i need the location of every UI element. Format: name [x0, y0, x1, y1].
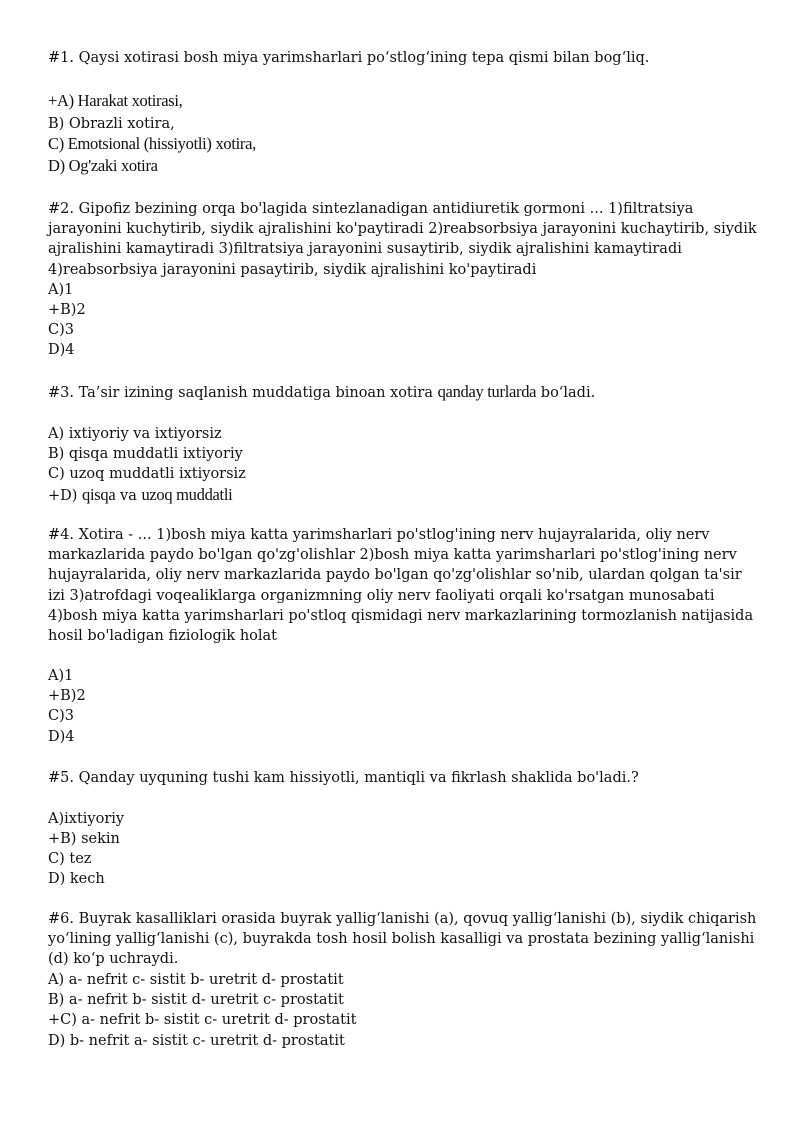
question-1-option-a: +A) Harakat xotirasi,: [48, 91, 183, 110]
question-3-option-d: [48, 485, 758, 506]
question-2-option-a: A)1: [48, 282, 74, 298]
question-2-option-c: C)3: [48, 322, 74, 338]
question-4-text: #4. Xotira - ... 1)bosh miya katta yarimsharlari po'stlog'ining nerv hujayralarida, oliy nerv markazlarida paydo bo'lgan qo'zg'olishlar 2)bosh miya katta yarimsharlari po'stlog'ining nerv hujayralarida, oliy nerv markazlarida paydo bo'lgan qo'zg'olishlar so'nib, ulardan qolgan ta'sir izi 3)atrofdagi voqealiklarga organizmning oliy nerv faoliyati orqali ko'rsatgan munosabati 4)bosh miya katta yarimsharlari po'stloq qismidagi nerv markazlarining tormozlanish natijasida hosil bo'ladigan fiziologik holat: [48, 527, 754, 645]
question-6-option-a: A) a- nefrit c- sistit b- uretrit d- prostatit: [48, 972, 344, 988]
question-1-option-d: D) Og'zaki xotira: [48, 156, 158, 175]
question-1-option-b: B) Obrazli xotira,: [48, 116, 175, 132]
question-2-option-d: D)4: [48, 342, 75, 358]
question-3-option-d-mid: va: [115, 488, 142, 504]
question-5-option-c: C) tez: [48, 851, 92, 867]
question-2-option-b: +B)2: [48, 302, 86, 318]
question-4-option-c: C)3: [48, 708, 74, 724]
question-5-text: #5. Qanday uyquning tushi kam hissiyotli, mantiqli va fikrlash shaklida bo'ladi.?: [48, 770, 639, 786]
question-3-option-d-prefix: +D): [48, 488, 83, 504]
question-3-text-emphasis: qanday turlarda: [437, 382, 537, 401]
question-3-option-a: A) ixtiyoriy va ixtiyorsiz: [48, 426, 222, 442]
question-3-text-end: bo‘ladi.: [536, 385, 596, 401]
question-3-text-start: #3. Ta’sir izining saqlanish muddatiga binoan xotira: [48, 385, 438, 401]
question-3-option-b: B) qisqa muddatli ixtiyoriy: [48, 446, 243, 462]
question-6-option-b: B) a- nefrit b- sistit d- uretrit c- prostatit: [48, 992, 344, 1008]
question-1-text: #1. Qaysi xotirasi bosh miya yarimsharlari po‘stlog‘ining tepa qismi bilan bog‘liq.: [48, 50, 650, 66]
question-4-option-a: A)1: [48, 668, 74, 684]
question-5-option-a: A)ixtiyoriy: [48, 811, 125, 827]
question-2-text: #2. Gipofiz bezining orqa bo'lagida sintezlanadigan antidiuretik gormoni ... 1)filtratsiya jarayonini kuchytirib, siydik ajralishini ko'paytiradi 2)reabsorbsiya jarayonini kuchaytirib, siydik ajralishini kamaytiradi 3)filtratsiya jarayonini susaytirib, siydik ajralishini kamaytiradi 4)reabsorbsiya jarayonini pasaytirib, siydik ajralishini ko'paytiradi: [48, 201, 757, 278]
question-5-option-b: +B) sekin: [48, 831, 120, 847]
question-3-option-c: C) uzoq muddatli ixtiyorsiz: [48, 466, 246, 482]
question-6-option-d: D) b- nefrit a- sistit c- uretrit d- prostatit: [48, 1033, 345, 1049]
question-5-option-d: D) kech: [48, 871, 105, 887]
question-4-option-d: D)4: [48, 729, 75, 745]
question-1-option-c: C) Emotsional (hissiyotli) xotira,: [48, 134, 256, 153]
question-4-option-b: +B)2: [48, 688, 86, 704]
question-6-text: #6. Buyrak kasalliklari orasida buyrak yallig‘lanishi (a), qovuq yallig‘lanishi (b), siydik chiqarish yo‘lining yallig‘lanishi (c), buyrakda tosh hosil bolish kasalligi va prostata bezining yallig‘lanishi (d) ko‘p uchraydi.: [48, 911, 757, 968]
question-3-option-d-word-1: qisqa: [82, 485, 116, 504]
question-6-option-c: +C) a- nefrit b- sistit c- uretrit d- prostatit: [48, 1012, 357, 1028]
question-3-option-d-word-2: uzoq muddatli: [141, 485, 233, 504]
question-3-text: [48, 382, 758, 403]
